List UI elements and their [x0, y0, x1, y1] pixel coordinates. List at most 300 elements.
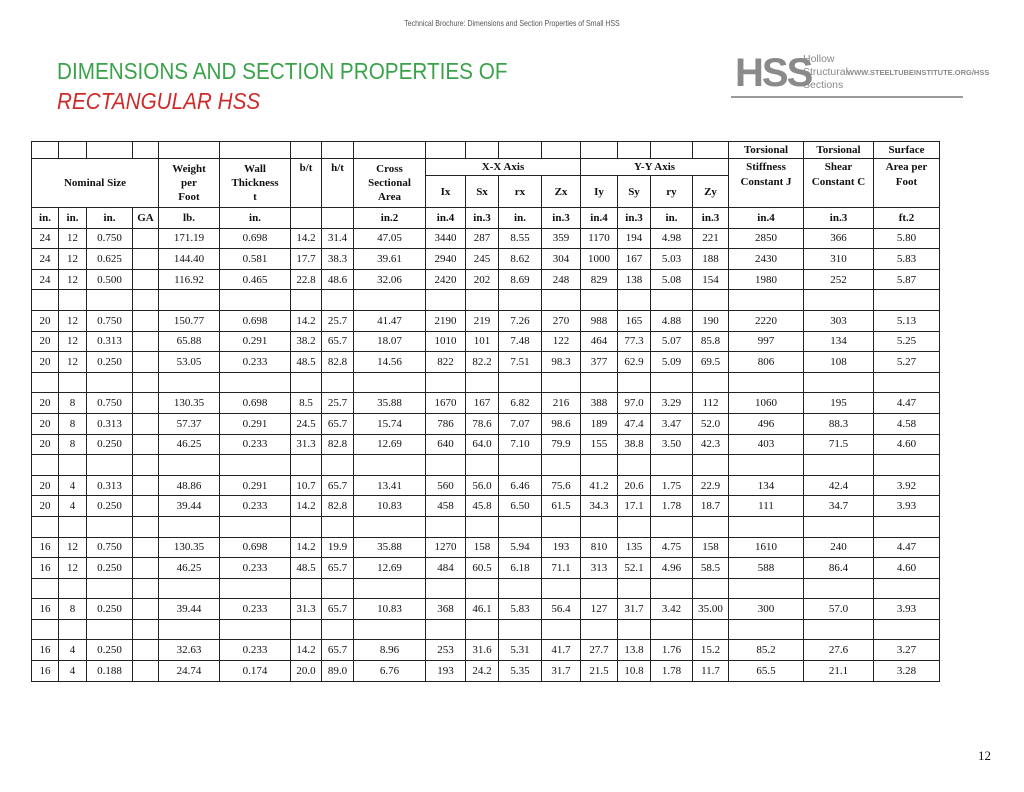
empty-cell — [729, 455, 804, 476]
table-cell: 1000 — [581, 249, 618, 270]
table-cell: 108 — [804, 352, 874, 373]
empty-cell — [804, 455, 874, 476]
table-cell: 4.75 — [651, 537, 693, 558]
table-cell: 79.9 — [542, 434, 581, 455]
logo-subtitle — [803, 53, 848, 92]
table-cell: 158 — [466, 537, 499, 558]
table-cell: 5.83 — [874, 249, 940, 270]
table-cell: 988 — [581, 310, 618, 331]
table-cell: 5.31 — [499, 640, 542, 661]
table-cell: 77.3 — [618, 331, 651, 352]
empty-cell — [220, 578, 291, 599]
table-cell: 8.5 — [291, 393, 322, 414]
rx-header: rx — [499, 176, 542, 208]
table-cell: 155 — [581, 434, 618, 455]
table-cell: 18.07 — [354, 331, 426, 352]
empty-cell — [354, 290, 426, 311]
empty-cell — [133, 619, 159, 640]
empty-cell — [426, 372, 466, 393]
empty-cell — [59, 455, 87, 476]
table-cell: 62.9 — [618, 352, 651, 373]
empty-cell — [542, 516, 581, 537]
unit-cell: in.2 — [354, 208, 426, 229]
table-cell: 0.500 — [87, 269, 133, 290]
logo-subtitle-line-2: Structural — [803, 66, 848, 78]
table-cell: 15.74 — [354, 413, 426, 434]
empty-cell — [693, 455, 729, 476]
empty-cell — [618, 516, 651, 537]
empty-cell — [542, 372, 581, 393]
empty-cell — [59, 290, 87, 311]
table-cell: 13.41 — [354, 475, 426, 496]
table-cell: 86.4 — [804, 558, 874, 579]
spacer-row — [32, 290, 940, 311]
table-cell: 0.188 — [87, 661, 133, 682]
table-row — [32, 310, 940, 331]
table-cell: 4.60 — [874, 434, 940, 455]
table-cell: 158 — [693, 537, 729, 558]
table-cell: 13.8 — [618, 640, 651, 661]
table-cell: 122 — [542, 331, 581, 352]
logo-mark: HSS — [735, 51, 812, 95]
table-cell: 7.10 — [499, 434, 542, 455]
table-cell: 0.250 — [87, 496, 133, 517]
table-cell: 1.75 — [651, 475, 693, 496]
empty-cell — [59, 516, 87, 537]
table-cell — [133, 249, 159, 270]
table-cell: 388 — [581, 393, 618, 414]
empty-cell — [59, 619, 87, 640]
empty-cell — [354, 516, 426, 537]
table-row — [32, 269, 940, 290]
empty-cell — [220, 516, 291, 537]
empty-cell — [804, 516, 874, 537]
table-cell: 300 — [729, 599, 804, 620]
empty-cell — [804, 372, 874, 393]
table-cell: 12 — [59, 269, 87, 290]
empty-cell — [133, 290, 159, 311]
table-cell: 219 — [466, 310, 499, 331]
table-cell: 0.250 — [87, 599, 133, 620]
table-cell: 12.69 — [354, 434, 426, 455]
torsional-shear-header-1: Torsional — [804, 142, 874, 159]
table-cell: 2190 — [426, 310, 466, 331]
table-cell: 85.2 — [729, 640, 804, 661]
table-cell: 240 — [804, 537, 874, 558]
table-cell: 403 — [729, 434, 804, 455]
table-cell: 38.3 — [322, 249, 354, 270]
table-cell: 0.291 — [220, 413, 291, 434]
unit-cell: in.4 — [426, 208, 466, 229]
table-cell: 134 — [729, 475, 804, 496]
table-cell — [133, 434, 159, 455]
cross-header-line-3: Area — [377, 191, 401, 203]
table-cell: 194 — [618, 228, 651, 249]
table-cell: 0.750 — [87, 537, 133, 558]
table-cell: 20 — [32, 475, 59, 496]
table-cell: 20 — [32, 352, 59, 373]
table-cell: 31.4 — [322, 228, 354, 249]
table-cell — [133, 228, 159, 249]
empty-cell — [159, 372, 220, 393]
table-cell: 14.2 — [291, 310, 322, 331]
table-cell: 4 — [59, 640, 87, 661]
table-cell — [133, 269, 159, 290]
table-cell: 41.47 — [354, 310, 426, 331]
table-cell: 806 — [729, 352, 804, 373]
table-row — [32, 661, 940, 682]
table-cell: 0.250 — [87, 640, 133, 661]
empty-cell — [354, 619, 426, 640]
empty-cell — [426, 455, 466, 476]
unit-cell: in. — [499, 208, 542, 229]
table-cell: 16 — [32, 537, 59, 558]
table-cell: 3.27 — [874, 640, 940, 661]
empty-cell — [322, 516, 354, 537]
table-cell: 0.250 — [87, 434, 133, 455]
table-cell: 52.1 — [618, 558, 651, 579]
table-cell: 195 — [804, 393, 874, 414]
table-cell: 640 — [426, 434, 466, 455]
table-cell: 14.2 — [291, 496, 322, 517]
table-cell: 5.35 — [499, 661, 542, 682]
empty-cell — [581, 290, 618, 311]
table-cell — [133, 537, 159, 558]
table-cell: 65.7 — [322, 640, 354, 661]
weight-header-line-2: per — [181, 177, 197, 189]
table-cell: 0.625 — [87, 249, 133, 270]
empty-cell — [729, 516, 804, 537]
table-cell: 167 — [618, 249, 651, 270]
table-cell: 310 — [804, 249, 874, 270]
table-cell: 202 — [466, 269, 499, 290]
table-cell: 252 — [804, 269, 874, 290]
empty-cell — [729, 619, 804, 640]
table-row — [32, 393, 940, 414]
table-cell: 35.00 — [693, 599, 729, 620]
page-number: 12 — [978, 748, 991, 763]
table-cell: 15.2 — [693, 640, 729, 661]
empty-cell — [32, 578, 59, 599]
table-cell: 1.78 — [651, 661, 693, 682]
table-cell: 52.0 — [693, 413, 729, 434]
sx-header: Sx — [466, 176, 499, 208]
table-cell: 14.2 — [291, 537, 322, 558]
empty-cell — [581, 455, 618, 476]
table-cell: 57.37 — [159, 413, 220, 434]
table-cell: 39.44 — [159, 599, 220, 620]
empty-cell — [651, 372, 693, 393]
empty-cell — [804, 578, 874, 599]
table-cell: 12 — [59, 558, 87, 579]
empty-cell — [87, 619, 133, 640]
empty-cell — [542, 578, 581, 599]
table-cell: 82.8 — [322, 496, 354, 517]
empty-cell — [87, 516, 133, 537]
empty-cell — [874, 455, 940, 476]
empty-cell — [354, 372, 426, 393]
table-cell: 3.47 — [651, 413, 693, 434]
table-cell: 8 — [59, 413, 87, 434]
table-cell: 12 — [59, 310, 87, 331]
table-cell: 167 — [466, 393, 499, 414]
empty-cell — [133, 372, 159, 393]
table-cell: 71.5 — [804, 434, 874, 455]
table-cell: 5.94 — [499, 537, 542, 558]
table-cell: 82.8 — [322, 352, 354, 373]
unit-cell: in.3 — [466, 208, 499, 229]
surface-area-header-2: Area per — [874, 159, 940, 176]
empty-cell — [693, 372, 729, 393]
table-row — [32, 331, 940, 352]
empty-cell — [291, 619, 322, 640]
empty-cell — [354, 578, 426, 599]
table-cell: 484 — [426, 558, 466, 579]
table-cell: 3.93 — [874, 599, 940, 620]
table-cell — [133, 661, 159, 682]
unit-cell: in.4 — [729, 208, 804, 229]
table-row — [32, 352, 940, 373]
empty-cell — [804, 290, 874, 311]
empty-cell — [651, 290, 693, 311]
table-cell: 822 — [426, 352, 466, 373]
table-cell: 4 — [59, 661, 87, 682]
table-cell: 4.58 — [874, 413, 940, 434]
empty-cell — [729, 372, 804, 393]
table-cell: 85.8 — [693, 331, 729, 352]
table-cell: 135 — [618, 537, 651, 558]
table-cell: 19.9 — [322, 537, 354, 558]
table-cell: 69.5 — [693, 352, 729, 373]
table-cell: 4 — [59, 496, 87, 517]
table-cell: 16 — [32, 599, 59, 620]
table-cell: 216 — [542, 393, 581, 414]
table-cell: 3.92 — [874, 475, 940, 496]
table-cell: 25.7 — [322, 310, 354, 331]
empty-cell — [32, 619, 59, 640]
table-cell — [133, 352, 159, 373]
table-cell: 130.35 — [159, 393, 220, 414]
xx-axis-header: X-X Axis — [426, 159, 581, 176]
zx-header: Zx — [542, 176, 581, 208]
ix-header: Ix — [426, 176, 466, 208]
torsional-stiffness-header-1: Torsional — [729, 142, 804, 159]
empty-cell — [581, 516, 618, 537]
unit-cell: in. — [32, 208, 59, 229]
table-cell: 0.233 — [220, 434, 291, 455]
table-cell: 6.76 — [354, 661, 426, 682]
empty-cell — [322, 455, 354, 476]
table-cell: 6.18 — [499, 558, 542, 579]
table-cell: 188 — [693, 249, 729, 270]
table-cell: 0.698 — [220, 393, 291, 414]
table-cell: 27.7 — [581, 640, 618, 661]
table-cell: 0.750 — [87, 310, 133, 331]
table-cell: 16 — [32, 661, 59, 682]
table-cell: 42.3 — [693, 434, 729, 455]
table-cell: 7.48 — [499, 331, 542, 352]
empty-cell — [499, 619, 542, 640]
table-cell: 12.69 — [354, 558, 426, 579]
empty-cell — [87, 578, 133, 599]
empty-cell — [874, 578, 940, 599]
table-row — [32, 475, 940, 496]
table-row — [32, 249, 940, 270]
empty-cell — [499, 578, 542, 599]
nominal-size-header: Nominal Size — [32, 159, 159, 208]
empty-cell — [693, 578, 729, 599]
table-cell: 116.92 — [159, 269, 220, 290]
table-cell: 65.7 — [322, 413, 354, 434]
table-cell: 35.88 — [354, 393, 426, 414]
table-cell: 65.88 — [159, 331, 220, 352]
table-cell: 0.750 — [87, 228, 133, 249]
table-cell: 5.83 — [499, 599, 542, 620]
table-cell: 377 — [581, 352, 618, 373]
empty-cell — [220, 455, 291, 476]
table-cell: 112 — [693, 393, 729, 414]
table-cell: 24.74 — [159, 661, 220, 682]
table-cell: 34.7 — [804, 496, 874, 517]
table-cell — [133, 475, 159, 496]
table-cell: 21.5 — [581, 661, 618, 682]
table-cell: 0.291 — [220, 331, 291, 352]
table-cell: 31.3 — [291, 434, 322, 455]
unit-cell — [291, 208, 322, 229]
table-cell: 4.98 — [651, 228, 693, 249]
logo-url: WWW.STEELTUBEINSTITUTE.ORG/HSS — [847, 68, 990, 77]
table-cell: 138 — [618, 269, 651, 290]
empty-cell — [466, 516, 499, 537]
torsional-stiffness-header-2: Stiffness — [729, 159, 804, 176]
brochure-header: Technical Brochure: Dimensions and Section Properties of Small HSS — [404, 18, 620, 28]
empty-cell — [322, 619, 354, 640]
table-cell: 39.44 — [159, 496, 220, 517]
table-row — [32, 228, 940, 249]
table-cell: 65.7 — [322, 331, 354, 352]
table-cell: 193 — [542, 537, 581, 558]
empty-cell — [426, 516, 466, 537]
table-cell: 1610 — [729, 537, 804, 558]
spacer-row — [32, 516, 940, 537]
units-row — [32, 208, 940, 229]
table-cell: 17.1 — [618, 496, 651, 517]
table-cell: 829 — [581, 269, 618, 290]
table-cell: 165 — [618, 310, 651, 331]
sy-header: Sy — [618, 176, 651, 208]
unit-cell: in.3 — [618, 208, 651, 229]
table-cell: 32.06 — [354, 269, 426, 290]
table-cell: 22.8 — [291, 269, 322, 290]
table-cell: 4.60 — [874, 558, 940, 579]
table-cell: 134 — [804, 331, 874, 352]
empty-cell — [59, 372, 87, 393]
table-cell: 56.4 — [542, 599, 581, 620]
table-row — [32, 434, 940, 455]
table-cell: 5.25 — [874, 331, 940, 352]
table-cell: 221 — [693, 228, 729, 249]
table-cell: 65.7 — [322, 558, 354, 579]
table-cell: 10.83 — [354, 599, 426, 620]
unit-cell: in.3 — [542, 208, 581, 229]
table-cell: 0.233 — [220, 640, 291, 661]
table-cell: 16 — [32, 558, 59, 579]
table-cell: 48.86 — [159, 475, 220, 496]
table-cell: 3.29 — [651, 393, 693, 414]
empty-cell — [220, 290, 291, 311]
torsional-shear-header-3: Constant C — [804, 176, 874, 208]
table-cell — [133, 599, 159, 620]
table-cell: 24.5 — [291, 413, 322, 434]
table-cell: 25.7 — [322, 393, 354, 414]
empty-cell — [499, 372, 542, 393]
empty-cell — [220, 372, 291, 393]
empty-cell — [581, 372, 618, 393]
empty-cell — [618, 619, 651, 640]
table-cell: 47.05 — [354, 228, 426, 249]
table-cell: 0.174 — [220, 661, 291, 682]
table-cell: 57.0 — [804, 599, 874, 620]
table-cell: 154 — [693, 269, 729, 290]
table-cell: 41.7 — [542, 640, 581, 661]
table-cell: 8.55 — [499, 228, 542, 249]
table-cell: 75.6 — [542, 475, 581, 496]
table-cell: 98.6 — [542, 413, 581, 434]
zy-header: Zy — [693, 176, 729, 208]
table-cell: 2220 — [729, 310, 804, 331]
unit-cell — [322, 208, 354, 229]
logo-subtitle-line-3: Sections — [803, 79, 844, 91]
table-cell: 0.313 — [87, 475, 133, 496]
empty-cell — [874, 372, 940, 393]
table-cell: 48.5 — [291, 558, 322, 579]
empty-cell — [322, 372, 354, 393]
table-cell: 31.6 — [466, 640, 499, 661]
table-cell: 4.88 — [651, 310, 693, 331]
empty-cell — [87, 372, 133, 393]
table-cell: 1060 — [729, 393, 804, 414]
empty-cell — [159, 619, 220, 640]
table-cell: 24 — [32, 269, 59, 290]
ry-header: ry — [651, 176, 693, 208]
wall-header-line-2: Thickness — [231, 177, 279, 189]
table-cell: 34.3 — [581, 496, 618, 517]
table-cell: 6.46 — [499, 475, 542, 496]
empty-cell — [466, 372, 499, 393]
empty-cell — [729, 290, 804, 311]
wall-header-line-1: Wall — [243, 163, 266, 175]
table-cell: 53.05 — [159, 352, 220, 373]
table-cell: 20.0 — [291, 661, 322, 682]
table-cell: 8 — [59, 393, 87, 414]
table-cell: 42.4 — [804, 475, 874, 496]
empty-cell — [159, 516, 220, 537]
table-cell: 127 — [581, 599, 618, 620]
cross-sectional-area-header — [354, 159, 426, 208]
empty-cell — [693, 516, 729, 537]
table-cell — [133, 393, 159, 414]
table-cell: 0.233 — [220, 352, 291, 373]
table-cell: 10.83 — [354, 496, 426, 517]
wall-thickness-header — [220, 159, 291, 208]
table-cell: 1170 — [581, 228, 618, 249]
table-cell: 20.6 — [618, 475, 651, 496]
table-cell: 190 — [693, 310, 729, 331]
surface-area-header-3: Foot — [874, 176, 940, 208]
empty-cell — [322, 290, 354, 311]
table-cell: 12 — [59, 537, 87, 558]
empty-cell — [874, 290, 940, 311]
